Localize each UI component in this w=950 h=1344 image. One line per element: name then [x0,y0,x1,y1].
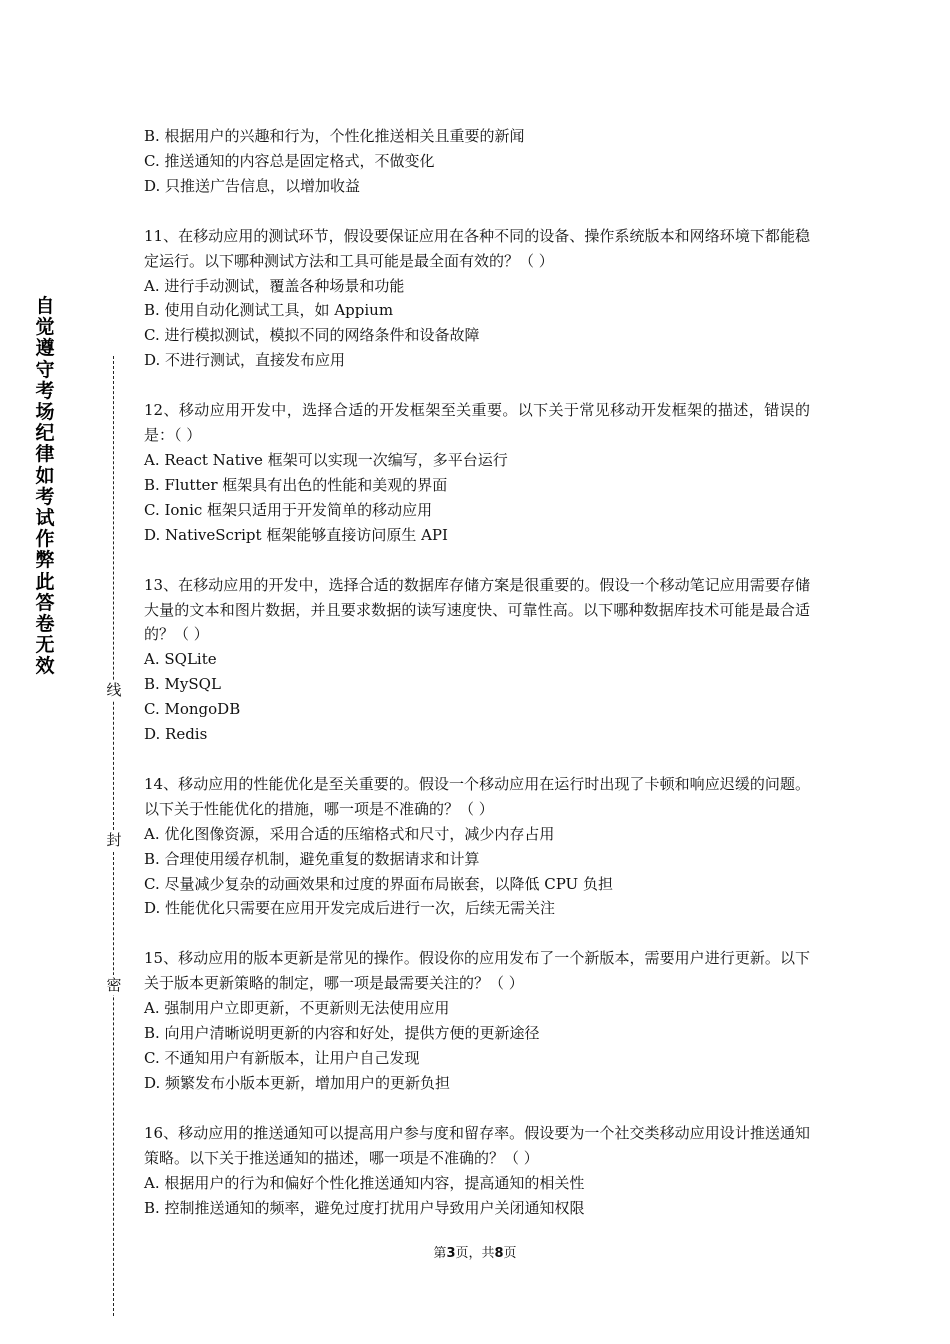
question-option: C. Ionic 框架只适用于开发简单的移动应用 [144,500,433,519]
warning-char: 如 [35,464,55,487]
warning-char: 场 [35,401,55,424]
question-option: B. 合理使用缓存机制，避免重复的数据请求和计算 [144,849,480,868]
question-list [144,124,810,1245]
warning-char: 效 [35,655,55,678]
warning-char: 觉 [35,316,55,339]
question-option: D. 不进行测试，直接发布应用 [144,351,346,370]
question-stem: 14、移动应用的性能优化是至关重要的。假设一个移动应用在运行时出现了卡顿和响应迟缓的问题。以下关于性能优化的措施，哪一项是不准确的？（ ） [144,774,810,818]
binding-label-secret: 密 [104,975,124,995]
question-block [144,573,810,747]
question-block [144,772,810,921]
warning-char: 试 [35,507,55,530]
question-option: C. 推送通知的内容总是固定格式，不做变化 [144,151,435,170]
question-option: B. 向用户清晰说明更新的内容和好处，提供方便的更新途径 [144,1024,540,1043]
exam-discipline-warning [30,296,60,678]
binding-label-line: 线 [104,680,124,700]
warning-char: 卷 [35,613,55,636]
warning-char: 弊 [35,549,55,572]
question-block [144,1121,810,1221]
question-stem: 12、移动应用开发中，选择合适的开发框架至关重要。以下关于常见移动开发框架的描述，错误的是：（ ） [144,401,810,445]
warning-char: 作 [35,528,55,551]
question-option: C. 进行模拟测试，模拟不同的网络条件和设备故障 [144,326,480,345]
question-option: A. SQLite [144,650,217,669]
question-block [144,398,810,547]
question-option: A. 强制用户立即更新，不更新则无法使用应用 [144,999,450,1018]
warning-char: 纪 [35,422,55,445]
footer-suffix: 页 [503,1246,517,1261]
question-stem: 11、在移动应用的测试环节，假设要保证应用在各种不同的设备、操作系统版本和网络环境下都能稳定运行。以下哪种测试方法和工具可能是最全面有效的？（ ） [144,226,810,270]
question-option: D. 只推送广告信息，以增加收益 [144,176,361,195]
warning-char: 自 [35,295,55,317]
question-block [144,224,810,373]
warning-char: 律 [35,443,55,466]
question-block [144,124,810,199]
warning-char: 答 [35,591,55,614]
warning-char: 遵 [35,337,55,360]
question-option: A. React Native 框架可以实现一次编写，多平台运行 [144,450,508,469]
question-option: B. 控制推送通知的频率，避免过度打扰用户导致用户关闭通知权限 [144,1198,585,1217]
question-stem: 13、在移动应用的开发中，选择合适的数据库存储方案是很重要的。假设一个移动笔记应用需要存储大量的文本和图片数据，并且要求数据的读写速度快、可靠性高。以下哪种数据库技术可能是最合适的？（ ） [144,575,810,644]
question-option: D. Redis [144,725,208,744]
question-stem: 16、移动应用的推送通知可以提高用户参与度和留存率。假设要为一个社交类移动应用设计推送通知策略。以下关于推送通知的描述，哪一项是不准确的？（ ） [144,1123,810,1167]
question-block [144,946,810,1095]
footer-middle: 页，共 [455,1246,495,1261]
question-option: A. 根据用户的行为和偏好个性化推送通知内容，提高通知的相关性 [144,1173,585,1192]
question-stem: 15、移动应用的版本更新是常见的操作。假设你的应用发布了一个新版本，需要用户进行更新。以下关于版本更新策略的制定，哪一项是最需要关注的？（ ） [144,949,810,993]
question-option: C. 尽量减少复杂的动画效果和过度的界面布局嵌套，以降低 CPU 负担 [144,874,613,893]
warning-char: 此 [35,570,55,593]
question-option: D. 频繁发布小版本更新，增加用户的更新负担 [144,1073,451,1092]
question-option: C. 不通知用户有新版本，让用户自己发现 [144,1049,420,1067]
question-option: D. NativeScript 框架能够直接访问原生 API [144,525,448,544]
page-footer [0,1244,950,1264]
question-option: B. 根据用户的兴趣和行为，个性化推送相关且重要的新闻 [144,127,525,145]
question-option: A. 优化图像资源，采用合适的压缩格式和尺寸，减少内存占用 [144,824,555,843]
question-option: C. MongoDB [144,700,241,719]
question-option: B. MySQL [144,675,221,694]
question-option: B. 使用自动化测试工具，如 Appium [144,301,394,320]
footer-page-number: 3 [446,1246,456,1261]
question-option: B. Flutter 框架具有出色的性能和美观的界面 [144,475,448,494]
warning-char: 考 [35,485,55,508]
warning-char: 考 [35,379,55,402]
footer-total-pages: 8 [494,1246,504,1261]
question-option: A. 进行手动测试，覆盖各种场景和功能 [144,276,405,295]
warning-char: 无 [35,634,55,657]
warning-char: 守 [35,358,55,381]
footer-prefix: 第 [433,1246,447,1261]
question-option: D. 性能优化只需要在应用开发完成后进行一次，后续无需关注 [144,899,556,918]
binding-label-seal: 封 [104,830,124,850]
